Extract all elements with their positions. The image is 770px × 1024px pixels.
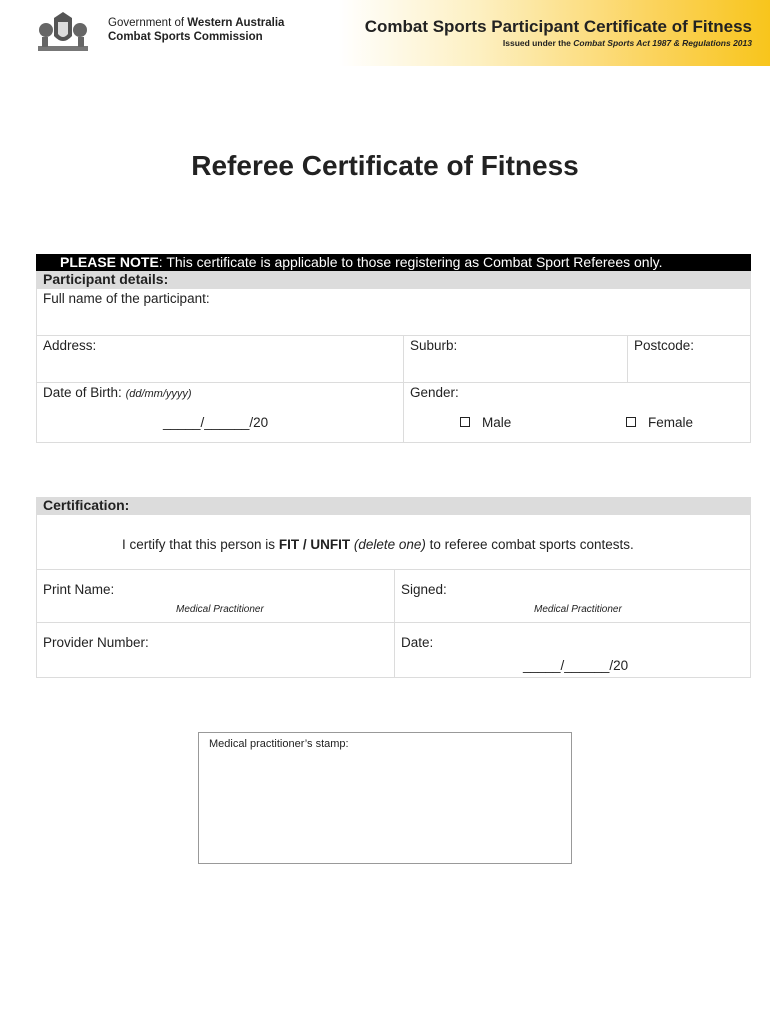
medical-practitioner-caption: Medical Practitioner	[176, 604, 264, 615]
coat-of-arms-icon	[34, 10, 92, 56]
certification-text: I certify that this person is FIT / UNFIT (delete one) to referee combat sports contests.	[122, 537, 634, 552]
suburb-label: Suburb:	[410, 338, 458, 353]
participant-details-heading: Participant details:	[36, 271, 751, 288]
address-field[interactable]	[36, 335, 404, 383]
gender-option-female[interactable]: Female	[626, 415, 693, 430]
gender-option-male[interactable]: Male	[460, 415, 511, 430]
certification-heading: Certification:	[36, 497, 751, 514]
medical-practitioner-caption: Medical Practitioner	[534, 604, 622, 615]
header-title: Combat Sports Participant Certificate of Fitness	[364, 17, 752, 36]
header-subtitle: Issued under the Combat Sports Act 1987 & Regulations 2013	[502, 38, 752, 48]
please-note-banner: PLEASE NOTE: This certificate is applicable to those registering as Combat Sport Referees only.	[36, 254, 751, 271]
address-label: Address:	[43, 338, 97, 353]
postcode-label: Postcode:	[634, 338, 695, 353]
date-field[interactable]	[394, 622, 751, 678]
full-name-field[interactable]	[36, 288, 751, 336]
checkbox-icon[interactable]	[626, 417, 636, 427]
gender-field	[403, 382, 751, 443]
dob-label: Date of Birth: (dd/mm/yyyy)	[43, 385, 192, 400]
provider-number-label: Provider Number:	[43, 635, 149, 650]
dob-blank: _____/______/20	[163, 415, 269, 430]
signed-label: Signed:	[401, 582, 447, 597]
provider-number-field[interactable]	[36, 622, 395, 678]
postcode-field[interactable]	[627, 335, 751, 383]
signed-field[interactable]	[394, 569, 751, 623]
certification-statement	[36, 514, 751, 570]
suburb-field[interactable]	[403, 335, 628, 383]
print-name-label: Print Name:	[43, 582, 115, 597]
full-name-label: Full name of the participant:	[43, 291, 210, 306]
stamp-label: Medical practitioner’s stamp:	[209, 738, 349, 750]
date-blank: _____/______/20	[523, 658, 629, 673]
date-of-birth-field[interactable]	[36, 382, 404, 443]
gender-label: Gender:	[410, 385, 459, 400]
stamp-box[interactable]	[198, 732, 572, 864]
checkbox-icon[interactable]	[460, 417, 470, 427]
header-banner	[0, 0, 770, 66]
commission-name: Combat Sports Commission	[108, 31, 263, 43]
government-name: Government of Western Australia	[108, 17, 285, 29]
date-label: Date:	[401, 635, 434, 650]
print-name-field[interactable]	[36, 569, 395, 623]
document-title: Referee Certificate of Fitness	[191, 150, 579, 181]
